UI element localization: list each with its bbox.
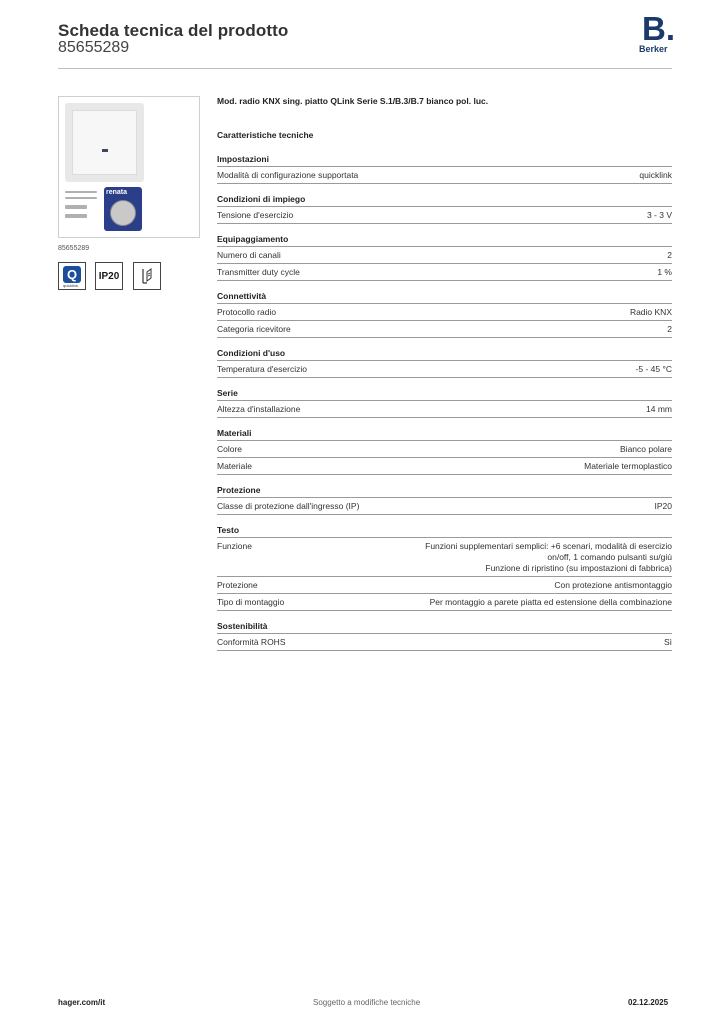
spec-label: Classe di protezione dall'ingresso (IP) — [217, 501, 360, 511]
spec-label: Conformità ROHS — [217, 637, 286, 647]
spec-value: Con protezione antismontaggio — [554, 580, 672, 590]
spec-section — [217, 154, 672, 184]
spec-section-heading: Protezione — [217, 485, 672, 498]
spec-section — [217, 621, 672, 651]
mounting-accessories — [65, 189, 99, 229]
spec-row — [217, 401, 672, 418]
spec-section-heading: Equipaggiamento — [217, 234, 672, 247]
spec-section-heading: Materiali — [217, 428, 672, 441]
spec-section — [217, 194, 672, 224]
spec-value: Sì — [663, 637, 672, 647]
brand-logo-letter: B. — [642, 10, 675, 47]
switch-rocker — [72, 110, 137, 175]
spec-row — [217, 594, 672, 611]
spec-value: Funzioni supplementari semplici: +6 scenari, modalità di esercizio on/off, 1 comando pulsanti su/giù Funzione di ripristino (su impostazioni di fabbrica) — [425, 541, 672, 573]
spec-label: Protocollo radio — [217, 307, 277, 317]
spec-value: -5 - 45 °C — [635, 364, 672, 374]
document-title: Mod. radio KNX sing. piatto QLink Serie S.1/B.3/B.7 bianco pol. luc. — [217, 96, 489, 106]
spec-label: Colore — [217, 444, 243, 454]
spec-section — [217, 291, 672, 338]
spec-label: Tensione d'esercizio — [217, 210, 294, 220]
spec-row — [217, 498, 672, 515]
spec-row — [217, 458, 672, 475]
spec-value: quicklink — [639, 170, 672, 180]
spec-label: Materiale — [217, 461, 252, 471]
product-image — [58, 96, 200, 238]
spec-value: 2 — [667, 250, 672, 260]
battery-package — [104, 187, 142, 231]
spec-label: Protezione — [217, 580, 258, 590]
wall-mount-badge — [133, 262, 161, 290]
spec-section-heading: Sostenibilità — [217, 621, 672, 634]
spec-value: 14 mm — [646, 404, 672, 414]
spec-row — [217, 634, 672, 651]
spec-sections — [217, 154, 672, 651]
header-divider — [58, 68, 672, 69]
spec-section-heading: Connettività — [217, 291, 672, 304]
ip20-label: IP20 — [98, 271, 120, 282]
spec-label: Categoria ricevitore — [217, 324, 291, 334]
spec-section — [217, 485, 672, 515]
spec-label: Funzione — [217, 541, 252, 551]
spec-content — [217, 96, 672, 651]
ip20-badge — [95, 262, 123, 290]
spec-row — [217, 207, 672, 224]
spec-section-heading: Impostazioni — [217, 154, 672, 167]
spec-section — [217, 525, 672, 611]
spec-section — [217, 348, 672, 378]
spec-row — [217, 264, 672, 281]
spec-section-heading: Condizioni d'uso — [217, 348, 672, 361]
quicklink-caption: quicklink — [63, 283, 79, 288]
spec-row — [217, 247, 672, 264]
quicklink-badge — [58, 262, 86, 290]
spec-value: 2 — [667, 324, 672, 334]
spec-value: IP20 — [654, 501, 672, 511]
spec-row — [217, 304, 672, 321]
product-code: 85655289 — [58, 39, 130, 56]
spec-label: Modalità di configurazione supportata — [217, 170, 359, 180]
spec-value: Per montaggio a parete piatta ed estensione della combinazione — [429, 597, 672, 607]
page-title: Scheda tecnica del prodotto — [58, 21, 289, 40]
switch-plate — [65, 103, 144, 182]
coin-battery — [110, 200, 136, 226]
spec-row — [217, 441, 672, 458]
brand-logo-text: Berker — [639, 44, 668, 54]
spec-value: 1 % — [657, 267, 672, 277]
article-code: 85655289 — [58, 245, 90, 252]
tech-specs-heading: Caratteristiche tecniche — [217, 130, 314, 140]
battery-brand: renata — [106, 189, 128, 196]
footer-date: 02.12.2025 — [628, 998, 669, 1007]
quicklink-icon: Q — [63, 266, 81, 283]
spec-row — [217, 577, 672, 594]
spec-section-heading: Condizioni di impiego — [217, 194, 672, 207]
spec-value: Materiale termoplastico — [584, 461, 672, 471]
switch-led — [102, 149, 108, 152]
spec-row — [217, 167, 672, 184]
spec-value: Radio KNX — [629, 307, 672, 317]
spec-row — [217, 361, 672, 378]
wall-mount-icon — [137, 266, 157, 286]
brand-logo — [638, 10, 675, 54]
spec-value: Bianco polare — [620, 444, 672, 454]
spec-section-heading: Testo — [217, 525, 672, 538]
spec-label: Temperatura d'esercizio — [217, 364, 307, 374]
spec-section — [217, 234, 672, 281]
spec-label: Tipo di montaggio — [217, 597, 285, 607]
spec-section — [217, 428, 672, 475]
spec-section-heading: Serie — [217, 388, 672, 401]
spec-section — [217, 388, 672, 418]
spec-value: 3 - 3 V — [646, 210, 672, 220]
footer-website[interactable]: hager.com/it — [58, 998, 106, 1007]
footer-note: Soggetto a modifiche tecniche — [313, 998, 421, 1007]
spec-label: Transmitter duty cycle — [217, 267, 300, 277]
spec-row — [217, 321, 672, 338]
spec-label: Numero di canali — [217, 250, 281, 260]
spec-row — [217, 538, 672, 577]
spec-label: Altezza d'installazione — [217, 404, 301, 414]
